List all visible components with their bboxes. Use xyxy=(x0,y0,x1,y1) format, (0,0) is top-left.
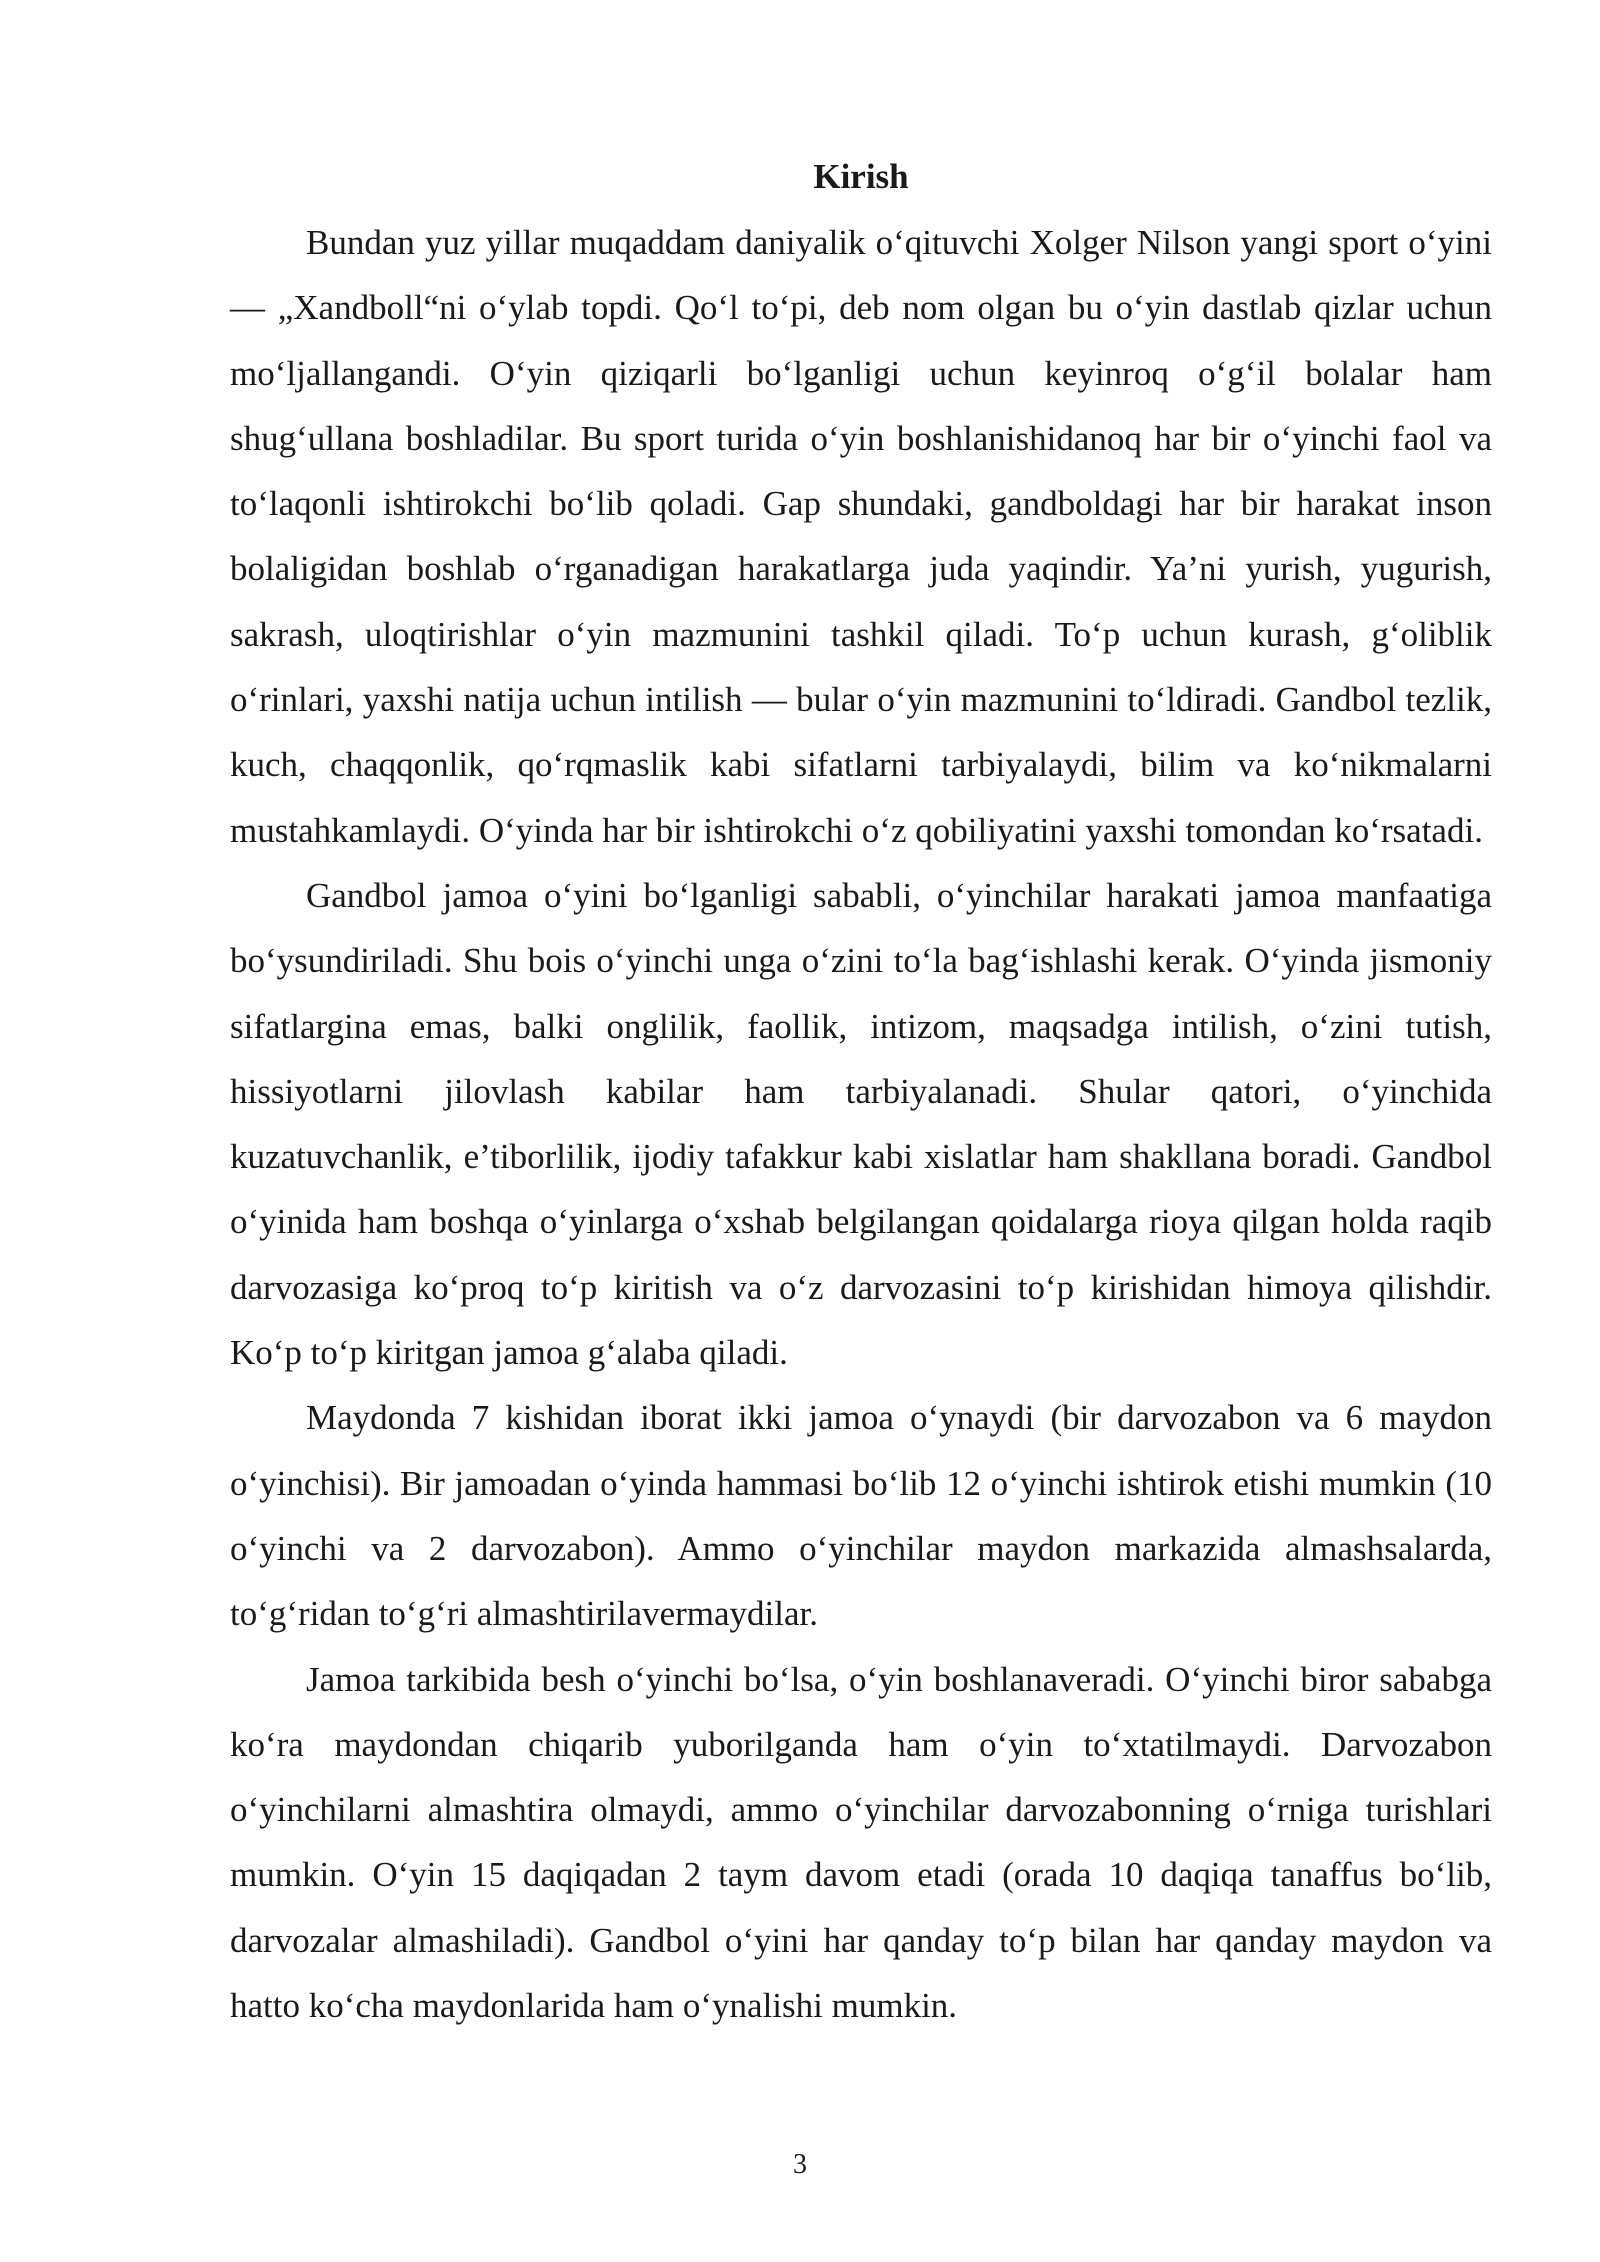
page-number: 3 xyxy=(793,2149,807,2180)
section-title: Kirish xyxy=(813,157,909,196)
paragraph-2: Gandbol jamoa o‘yini bo‘lganligi sababli, o‘yinchilar harakati jamoa manfaatiga bo‘ysundiriladi. Shu bois o‘yinchi unga o‘zini to‘la bag‘ishlashi kerak. O‘yinda jismoniy sifatlargina emas, balki onglilik, faollik, intizom, maqsadga intilish, o‘zini tutish, hissiyotlarni jilovlash kabilar ham tarbiyalanadi. Shular qatori, o‘yinchida kuzatuvchanlik, e’tiborlilik, ijodiy tafakkur kabi xislatlar ham shakllana boradi. Gandbol o‘yinida ham boshqa o‘yinlarga o‘xshab belgilangan qoidalarga rioya qilgan holda raqib darvozasiga ko‘proq to‘p kiritish va o‘z darvozasini to‘p kirishidan himoya qilishdir. Ko‘p to‘p kiritgan jamoa g‘alaba qiladi. xyxy=(230,875,1492,1373)
paragraph-1: Bundan yuz yillar muqaddam daniyalik o‘qituvchi Xolger Nilson yangi sport o‘yini — „Xandboll“ni o‘ylab topdi. Qo‘l to‘pi, deb nom olgan bu o‘yin dastlab qizlar uchun mo‘ljallangandi. O‘yin qiziqarli bo‘lganligi uchun keyinroq o‘g‘il bolalar ham shug‘ullana boshladilar. Bu sport turida o‘yin boshlanishidanoq har bir o‘yinchi faol va to‘laqonli ishtirokchi bo‘lib qoladi. Gap shundaki, gandboldagi har bir harakat inson bolaligidan boshlab o‘rganadigan harakatlarga juda yaqindir. Ya’ni yurish, yugurish, sakrash, uloqtirishlar o‘yin mazmunini tashkil qiladi. To‘p uchun kurash, g‘oliblik o‘rinlari, yaxshi natija uchun intilish — bular o‘yin mazmunini to‘ldiradi. Gandbol tezlik, kuch, chaqqonlik, qo‘rqmaslik kabi sifatlarni tarbiyalaydi, bilim va ko‘nikmalarni mustahkamlaydi. O‘yinda har bir ishtirokchi o‘z qobiliyatini yaxshi tomondan ko‘rsatadi. xyxy=(230,223,1492,850)
paragraph-4: Jamoa tarkibida besh o‘yinchi bo‘lsa, o‘yin boshlanaveradi. O‘yinchi biror sababga ko‘ra maydondan chiqarib yuborilganda ham o‘yin to‘xtatilmaydi. Darvozabon o‘yinchilarni almashtira olmaydi, ammo o‘yinchilar darvozabonning o‘rniga turishlari mumkin. O‘yin 15 daqiqadan 2 taym davom etadi (orada 10 daqiqa tanaffus bo‘lib, darvozalar almashiladi). Gandbol o‘yini har qanday to‘p bilan har qanday maydon va hatto ko‘cha maydonlarida ham o‘ynalishi mumkin. xyxy=(230,1659,1492,2026)
page-content xyxy=(230,148,1492,2038)
paragraph-3: Maydonda 7 kishidan iborat ikki jamoa o‘ynaydi (bir darvozabon va 6 maydon o‘yinchisi). Bir jamoadan o‘yinda hammasi bo‘lib 12 o‘yinchi ishtirok etishi mumkin (10 o‘yinchi va 2 darvozabon). Ammo o‘yinchilar maydon markazida almashsalarda, to‘g‘ridan to‘g‘ri almashtirilavermaydilar. xyxy=(230,1398,1492,1634)
